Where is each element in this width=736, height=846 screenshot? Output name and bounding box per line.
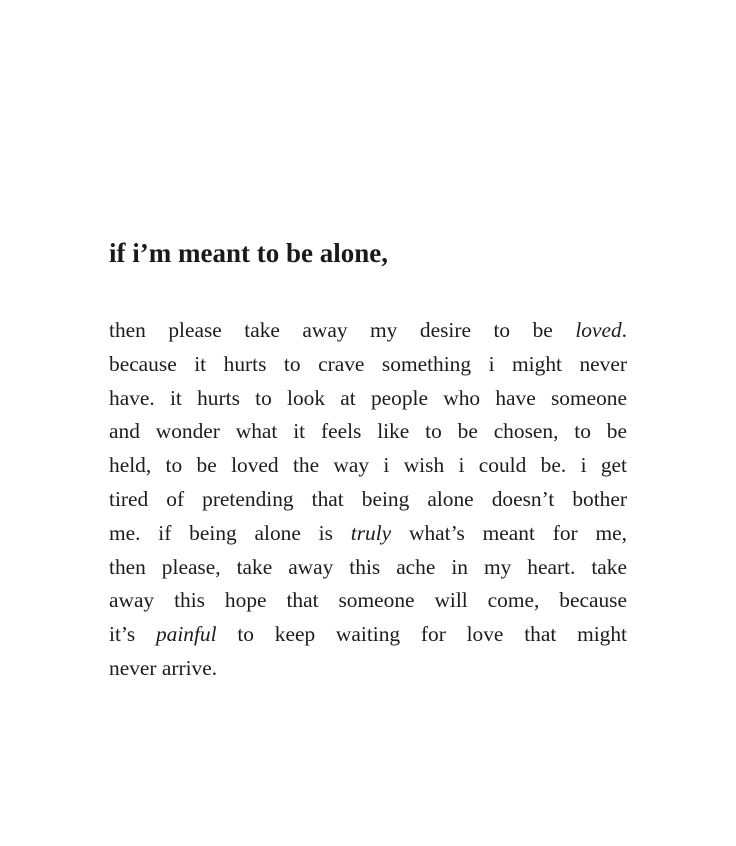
poem-line: then please, take away this ache in my heart. take [109, 554, 627, 579]
emphasis-painful: painful [155, 622, 217, 647]
poem-line: it’s painful to keep waiting for love that might [109, 622, 627, 647]
emphasis-truly: truly [350, 520, 392, 545]
poem-line: me. if being alone is truly what’s meant for me, [109, 520, 627, 545]
emphasis-loved: loved [575, 318, 622, 342]
poem-line: because it hurts to crave something i might never [109, 351, 627, 376]
poem-line: then please take away my desire to be loved. [109, 318, 627, 342]
poem-line: held, to be loved the way i wish i could be. i get [109, 453, 627, 478]
poem-body [109, 314, 627, 686]
poem-line: have. it hurts to look at people who have someone [109, 385, 627, 410]
poem-line: and wonder what it feels like to be chosen, to be [109, 419, 627, 444]
poem-line: away this hope that someone will come, because [109, 588, 627, 613]
poem-line: tired of pretending that being alone doesn’t bother [109, 486, 627, 511]
poem-line: never arrive. [109, 655, 218, 680]
poem-title: if i’m meant to be alone, [109, 238, 388, 268]
